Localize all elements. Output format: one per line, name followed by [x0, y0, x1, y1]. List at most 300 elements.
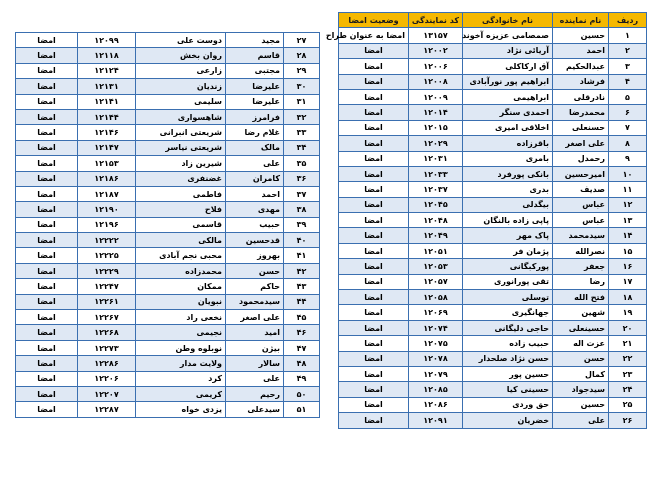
rep-code-cell: ۱۲۲۲۹	[78, 263, 136, 278]
last-name-cell: اخلاقی امیری	[463, 120, 553, 135]
table-row	[339, 213, 647, 228]
sign-status-cell: امضا	[339, 136, 409, 151]
last-name-cell: کرد	[136, 371, 226, 386]
rep-code-cell: ۱۲۲۲۵	[78, 248, 136, 263]
first-name-cell: قدحسین	[226, 233, 284, 248]
table-row	[339, 120, 647, 135]
first-name-cell: علیرضا	[226, 94, 284, 109]
rep-code-cell: ۱۲۱۴۷	[78, 140, 136, 155]
rep-code-cell: ۱۲۰۰۲	[409, 43, 463, 58]
sign-status-cell: امضا	[16, 48, 78, 63]
row-number-cell: ۷	[609, 120, 647, 135]
row-number-cell: ۲۵	[609, 397, 647, 412]
table-row	[339, 105, 647, 120]
row-number-cell: ۱۹	[609, 305, 647, 320]
first-name-cell: رحمدل	[553, 151, 609, 166]
sign-status-cell: امضا	[339, 320, 409, 335]
first-name-cell: عباس	[553, 213, 609, 228]
last-name-cell: ممکان	[136, 279, 226, 294]
rep-code-cell: ۱۲۰۹۹	[78, 33, 136, 48]
table-row	[16, 109, 320, 124]
sign-status-cell: امضا	[16, 79, 78, 94]
rep-code-cell: ۱۲۰۳۱	[409, 151, 463, 166]
table-row	[339, 166, 647, 181]
sign-status-cell: امضا	[339, 336, 409, 351]
sign-status-cell: امضا	[339, 43, 409, 58]
last-name-cell: حاجی دلیگانی	[463, 320, 553, 335]
rep-code-cell: ۱۲۰۳۳	[409, 166, 463, 181]
header-last-name: نام خانوادگی	[463, 13, 553, 28]
first-name-cell: علی	[226, 371, 284, 386]
last-name-cell: حق وردی	[463, 397, 553, 412]
sign-status-cell: امضا	[339, 366, 409, 381]
row-number-cell: ۳	[609, 59, 647, 74]
sign-status-cell: امضا	[16, 310, 78, 325]
header-first-name: نام نماینده	[553, 13, 609, 28]
row-number-cell: ۵	[609, 89, 647, 104]
rep-code-cell: ۱۲۲۰۶	[78, 371, 136, 386]
table-row	[339, 151, 647, 166]
row-number-cell: ۳۱	[284, 94, 320, 109]
table-row	[16, 156, 320, 171]
first-name-cell: علی	[553, 413, 609, 428]
row-number-cell: ۴۴	[284, 294, 320, 309]
row-number-cell: ۴۳	[284, 279, 320, 294]
first-name-cell: سیدعلی	[226, 402, 284, 417]
last-name-cell: قاسمی	[136, 217, 226, 232]
row-number-cell: ۱۳	[609, 213, 647, 228]
table-row	[339, 136, 647, 151]
table-row	[339, 243, 647, 258]
last-name-cell: شاهسواری	[136, 109, 226, 124]
first-name-cell: امید	[226, 325, 284, 340]
row-number-cell: ۳۰	[284, 79, 320, 94]
sign-status-cell: امضا	[16, 248, 78, 263]
last-name-cell: آریائی نژاد	[463, 43, 553, 58]
sign-status-cell: امضا	[16, 371, 78, 386]
sign-status-cell: امضا	[339, 351, 409, 366]
rep-code-cell: ۱۲۱۴۶	[78, 125, 136, 140]
first-name-cell: علی	[226, 156, 284, 171]
rep-code-cell: ۱۲۲۰۷	[78, 386, 136, 401]
row-number-cell: ۲۹	[284, 63, 320, 78]
rep-code-cell: ۱۲۰۵۷	[409, 274, 463, 289]
row-number-cell: ۵۱	[284, 402, 320, 417]
rep-code-cell: ۱۲۱۸۶	[78, 171, 136, 186]
rep-code-cell: ۱۲۰۸۵	[409, 382, 463, 397]
header-row-number: ردیف	[609, 13, 647, 28]
rep-code-cell: ۱۲۰۱۵	[409, 120, 463, 135]
last-name-cell: حسین پور	[463, 366, 553, 381]
first-name-cell: علیرضا	[226, 79, 284, 94]
sign-status-cell: امضا	[339, 166, 409, 181]
sign-status-cell: امضا	[339, 74, 409, 89]
last-name-cell: آق ارکاکلی	[463, 59, 553, 74]
last-name-cell: سلیمی	[136, 94, 226, 109]
rep-code-cell: ۱۲۰۴۸	[409, 213, 463, 228]
sign-status-cell: امضا	[339, 228, 409, 243]
last-name-cell: تقی پورانوری	[463, 274, 553, 289]
rep-code-cell: ۱۲۰۷۸	[409, 351, 463, 366]
row-number-cell: ۲۸	[284, 48, 320, 63]
table-row	[16, 63, 320, 78]
rep-code-cell: ۱۲۲۶۸	[78, 325, 136, 340]
first-name-cell: حسین	[553, 28, 609, 43]
sign-status-cell: امضا	[16, 279, 78, 294]
last-name-cell: شریعتی انبرانی	[136, 125, 226, 140]
first-name-cell: حبیب	[226, 217, 284, 232]
sign-status-cell: امضا	[339, 151, 409, 166]
rep-code-cell: ۱۲۰۹۱	[409, 413, 463, 428]
first-name-cell: علی اصغر	[553, 136, 609, 151]
last-name-cell: شریعتی نیاسر	[136, 140, 226, 155]
row-number-cell: ۳۴	[284, 140, 320, 155]
sign-status-cell: امضا	[16, 171, 78, 186]
rep-code-cell: ۱۲۲۶۷	[78, 310, 136, 325]
first-name-cell: احمد	[226, 186, 284, 201]
sign-status-cell: امضا	[16, 263, 78, 278]
last-name-cell: حسینی کیا	[463, 382, 553, 397]
first-name-cell: بهروز	[226, 248, 284, 263]
sign-status-cell: امضا	[339, 413, 409, 428]
row-number-cell: ۴۸	[284, 356, 320, 371]
table-row	[339, 397, 647, 412]
rep-code-cell: ۱۲۲۸۶	[78, 356, 136, 371]
row-number-cell: ۱۶	[609, 259, 647, 274]
header-row	[339, 13, 647, 28]
first-name-cell: عزت اله	[553, 336, 609, 351]
last-name-cell: نوبلوه وطن	[136, 340, 226, 355]
last-name-cell: بامری	[463, 151, 553, 166]
rep-code-cell: ۱۲۱۸۷	[78, 186, 136, 201]
row-number-cell: ۴۷	[284, 340, 320, 355]
sign-status-cell: امضا	[339, 243, 409, 258]
row-number-cell: ۲۱	[609, 336, 647, 351]
row-number-cell: ۱۷	[609, 274, 647, 289]
row-number-cell: ۳۳	[284, 125, 320, 140]
representatives-table-left	[15, 32, 320, 418]
row-number-cell: ۴۵	[284, 310, 320, 325]
last-name-cell: بانکی پورفرد	[463, 166, 553, 181]
row-number-cell: ۴	[609, 74, 647, 89]
rep-code-cell: ۱۲۰۷۹	[409, 366, 463, 381]
sign-status-cell: امضا	[339, 305, 409, 320]
rep-code-cell: ۱۲۰۷۵	[409, 336, 463, 351]
row-number-cell: ۹	[609, 151, 647, 166]
table-row	[339, 59, 647, 74]
table-row	[339, 366, 647, 381]
first-name-cell: حسن	[553, 351, 609, 366]
first-name-cell: مجتبی	[226, 63, 284, 78]
sign-status-cell: امضا	[16, 325, 78, 340]
table-row	[339, 197, 647, 212]
row-number-cell: ۳۵	[284, 156, 320, 171]
table-row	[339, 320, 647, 335]
sign-status-cell: امضا	[339, 59, 409, 74]
row-number-cell: ۴۹	[284, 371, 320, 386]
first-name-cell: مالک	[226, 140, 284, 155]
sign-status-cell: امضا	[16, 233, 78, 248]
sign-status-cell: امضا	[339, 397, 409, 412]
sign-status-cell: امضا	[339, 89, 409, 104]
table-row	[16, 33, 320, 48]
row-number-cell: ۲۶	[609, 413, 647, 428]
first-name-cell: رضا	[553, 274, 609, 289]
last-name-cell: محبی نجم آبادی	[136, 248, 226, 263]
sign-status-cell: امضا	[339, 197, 409, 212]
row-number-cell: ۳۷	[284, 186, 320, 201]
first-name-cell: علی اصغر	[226, 310, 284, 325]
table-row	[339, 382, 647, 397]
table-row	[339, 305, 647, 320]
rep-code-cell: ۱۲۰۰۸	[409, 74, 463, 89]
first-name-cell: عباس	[553, 197, 609, 212]
rep-code-cell: ۱۲۰۵۱	[409, 243, 463, 258]
table-row	[16, 371, 320, 386]
first-name-cell: کامران	[226, 171, 284, 186]
sign-status-cell: امضا	[339, 182, 409, 197]
row-number-cell: ۵۰	[284, 386, 320, 401]
table-row	[339, 336, 647, 351]
row-number-cell: ۴۶	[284, 325, 320, 340]
table-row	[16, 233, 320, 248]
first-name-cell: فرشاد	[553, 74, 609, 89]
row-number-cell: ۳۸	[284, 202, 320, 217]
row-number-cell: ۲۰	[609, 320, 647, 335]
table-row	[339, 413, 647, 428]
table-row	[16, 202, 320, 217]
table-row	[16, 171, 320, 186]
last-name-cell: دوست علی	[136, 33, 226, 48]
first-name-cell: جعفر	[553, 259, 609, 274]
header-sign-status: وضعیت امضا	[339, 13, 409, 28]
last-name-cell: محمدزاده	[136, 263, 226, 278]
sign-status-cell: امضا	[16, 202, 78, 217]
table-row	[339, 274, 647, 289]
row-number-cell: ۲۴	[609, 382, 647, 397]
first-name-cell: سیدمحمد	[553, 228, 609, 243]
rep-code-cell: ۱۲۰۵۳	[409, 259, 463, 274]
last-name-cell: بیگدلی	[463, 197, 553, 212]
row-number-cell: ۳۶	[284, 171, 320, 186]
first-name-cell: صدیف	[553, 182, 609, 197]
rep-code-cell: ۱۲۰۱۴	[409, 105, 463, 120]
first-name-cell: مجید	[226, 33, 284, 48]
first-name-cell: سیدجواد	[553, 382, 609, 397]
row-number-cell: ۶	[609, 105, 647, 120]
last-name-cell: ولایت مدار	[136, 356, 226, 371]
last-name-cell: پژمان فر	[463, 243, 553, 258]
last-name-cell: احمدی سنگر	[463, 105, 553, 120]
first-name-cell: بیژن	[226, 340, 284, 355]
sign-status-cell: امضا	[16, 125, 78, 140]
table-row	[339, 43, 647, 58]
last-name-cell: فلاح	[136, 202, 226, 217]
row-number-cell: ۲۲	[609, 351, 647, 366]
table-row	[339, 89, 647, 104]
sign-status-cell: امضا	[16, 186, 78, 201]
rep-code-cell: ۱۲۰۰۶	[409, 59, 463, 74]
last-name-cell: زندیان	[136, 79, 226, 94]
sign-status-cell: امضا	[16, 63, 78, 78]
table-row	[16, 310, 320, 325]
table-row	[16, 125, 320, 140]
last-name-cell: صمصامی عزیزه آخوند	[463, 28, 553, 43]
first-name-cell: کمال	[553, 366, 609, 381]
first-name-cell: سالار	[226, 356, 284, 371]
rep-code-cell: ۱۲۰۴۵	[409, 197, 463, 212]
first-name-cell: رحیم	[226, 386, 284, 401]
first-name-cell: عبدالحکیم	[553, 59, 609, 74]
first-name-cell: احمد	[553, 43, 609, 58]
sign-status-cell: امضا	[339, 259, 409, 274]
rep-code-cell: ۱۲۲۷۳	[78, 340, 136, 355]
last-name-cell: پاپی زاده بالنگان	[463, 213, 553, 228]
rep-code-cell: ۱۲۲۲۲	[78, 233, 136, 248]
row-number-cell: ۳۲	[284, 109, 320, 124]
last-name-cell: باقرزاده	[463, 136, 553, 151]
last-name-cell: پورکبگانی	[463, 259, 553, 274]
last-name-cell: نبویان	[136, 294, 226, 309]
first-name-cell: حسنعلی	[553, 120, 609, 135]
rep-code-cell: ۱۲۱۲۴	[78, 63, 136, 78]
rep-code-cell: ۱۲۰۰۹	[409, 89, 463, 104]
table-row	[16, 48, 320, 63]
row-number-cell: ۱۵	[609, 243, 647, 258]
row-number-cell: ۱۰	[609, 166, 647, 181]
header-rep-code: کد نمایندگی	[409, 13, 463, 28]
last-name-cell: بدری	[463, 182, 553, 197]
sign-status-cell: امضا	[16, 402, 78, 417]
first-name-cell: امیرحسین	[553, 166, 609, 181]
rep-code-cell: ۱۲۰۷۴	[409, 320, 463, 335]
table-row	[339, 351, 647, 366]
sign-status-cell: امضا	[339, 213, 409, 228]
first-name-cell: نادرقلی	[553, 89, 609, 104]
row-number-cell: ۸	[609, 136, 647, 151]
rep-code-cell: ۱۲۱۴۴	[78, 109, 136, 124]
table-row	[339, 74, 647, 89]
row-number-cell: ۱۴	[609, 228, 647, 243]
sign-status-cell: امضا	[339, 120, 409, 135]
table-row	[16, 356, 320, 371]
sign-status-cell: امضا	[16, 140, 78, 155]
rep-code-cell: ۱۲۰۶۹	[409, 305, 463, 320]
rep-code-cell: ۱۲۲۶۱	[78, 294, 136, 309]
rep-code-cell: ۱۲۰۵۸	[409, 290, 463, 305]
last-name-cell: مالکی	[136, 233, 226, 248]
representatives-table-right	[325, 12, 647, 429]
row-number-cell: ۲۷	[284, 33, 320, 48]
first-name-cell: نصرالله	[553, 243, 609, 258]
rep-code-cell: ۱۲۱۵۳	[78, 156, 136, 171]
row-number-cell: ۴۱	[284, 248, 320, 263]
sign-status-cell: امضا	[16, 340, 78, 355]
table-row	[16, 140, 320, 155]
last-name-cell: روان بخش	[136, 48, 226, 63]
first-name-cell: محمدرضا	[553, 105, 609, 120]
table-row	[16, 294, 320, 309]
sign-status-cell: امضا	[16, 94, 78, 109]
first-name-cell: قاسم	[226, 48, 284, 63]
sign-status-cell: امضا	[339, 105, 409, 120]
sign-status-cell: امضا	[16, 109, 78, 124]
rep-code-cell: ۱۲۱۴۱	[78, 94, 136, 109]
rep-code-cell: ۱۲۱۹۰	[78, 202, 136, 217]
last-name-cell: شیرین زاد	[136, 156, 226, 171]
table-row	[339, 28, 647, 43]
rep-code-cell: ۱۲۱۱۸	[78, 48, 136, 63]
table-row	[339, 228, 647, 243]
table-row	[16, 217, 320, 232]
table-row	[16, 279, 320, 294]
sign-status-cell: امضا	[16, 33, 78, 48]
rep-code-cell: ۱۲۱۳۱	[78, 79, 136, 94]
rep-code-cell: ۱۲۰۲۹	[409, 136, 463, 151]
first-name-cell: مهدی	[226, 202, 284, 217]
last-name-cell: نجیمی	[136, 325, 226, 340]
first-name-cell: حسینعلی	[553, 320, 609, 335]
rep-code-cell: ۱۲۱۹۶	[78, 217, 136, 232]
rep-code-cell: ۱۳۱۵۷	[409, 28, 463, 43]
table-row	[16, 340, 320, 355]
sign-status-cell: امضا	[16, 217, 78, 232]
first-name-cell: شهین	[553, 305, 609, 320]
last-name-cell: یزدی خواه	[136, 402, 226, 417]
sign-status-cell: امضا	[16, 294, 78, 309]
table-row	[16, 386, 320, 401]
sign-status-cell: امضا به عنوان طراح	[339, 28, 409, 43]
sign-status-cell: امضا	[339, 382, 409, 397]
table-row	[16, 263, 320, 278]
table-row	[339, 182, 647, 197]
first-name-cell: سیدمحمود	[226, 294, 284, 309]
row-number-cell: ۱۱	[609, 182, 647, 197]
last-name-cell: غضنفری	[136, 171, 226, 186]
rep-code-cell: ۱۲۲۸۷	[78, 402, 136, 417]
row-number-cell: ۳۹	[284, 217, 320, 232]
row-number-cell: ۲	[609, 43, 647, 58]
first-name-cell: حسن	[226, 263, 284, 278]
last-name-cell: زارعی	[136, 63, 226, 78]
row-number-cell: ۴۰	[284, 233, 320, 248]
sign-status-cell: امضا	[16, 356, 78, 371]
table-row	[339, 259, 647, 274]
sign-status-cell: امضا	[339, 274, 409, 289]
last-name-cell: حبیب زاده	[463, 336, 553, 351]
table-row	[16, 325, 320, 340]
sign-status-cell: امضا	[16, 156, 78, 171]
table-row	[339, 290, 647, 305]
last-name-cell: توسلی	[463, 290, 553, 305]
table-row	[16, 94, 320, 109]
table-row	[16, 186, 320, 201]
sign-status-cell: امضا	[16, 386, 78, 401]
last-name-cell: ابراهیم پور نورآبادی	[463, 74, 553, 89]
last-name-cell: کریمی	[136, 386, 226, 401]
row-number-cell: ۱۲	[609, 197, 647, 212]
rep-code-cell: ۱۲۰۸۶	[409, 397, 463, 412]
first-name-cell: فرامرز	[226, 109, 284, 124]
last-name-cell: حسن نژاد صلحدار	[463, 351, 553, 366]
first-name-cell: حسین	[553, 397, 609, 412]
last-name-cell: نخعی راد	[136, 310, 226, 325]
first-name-cell: فتح الله	[553, 290, 609, 305]
last-name-cell: پاک مهر	[463, 228, 553, 243]
table-row	[16, 248, 320, 263]
first-name-cell: غلام رضا	[226, 125, 284, 140]
last-name-cell: جهانگیری	[463, 305, 553, 320]
